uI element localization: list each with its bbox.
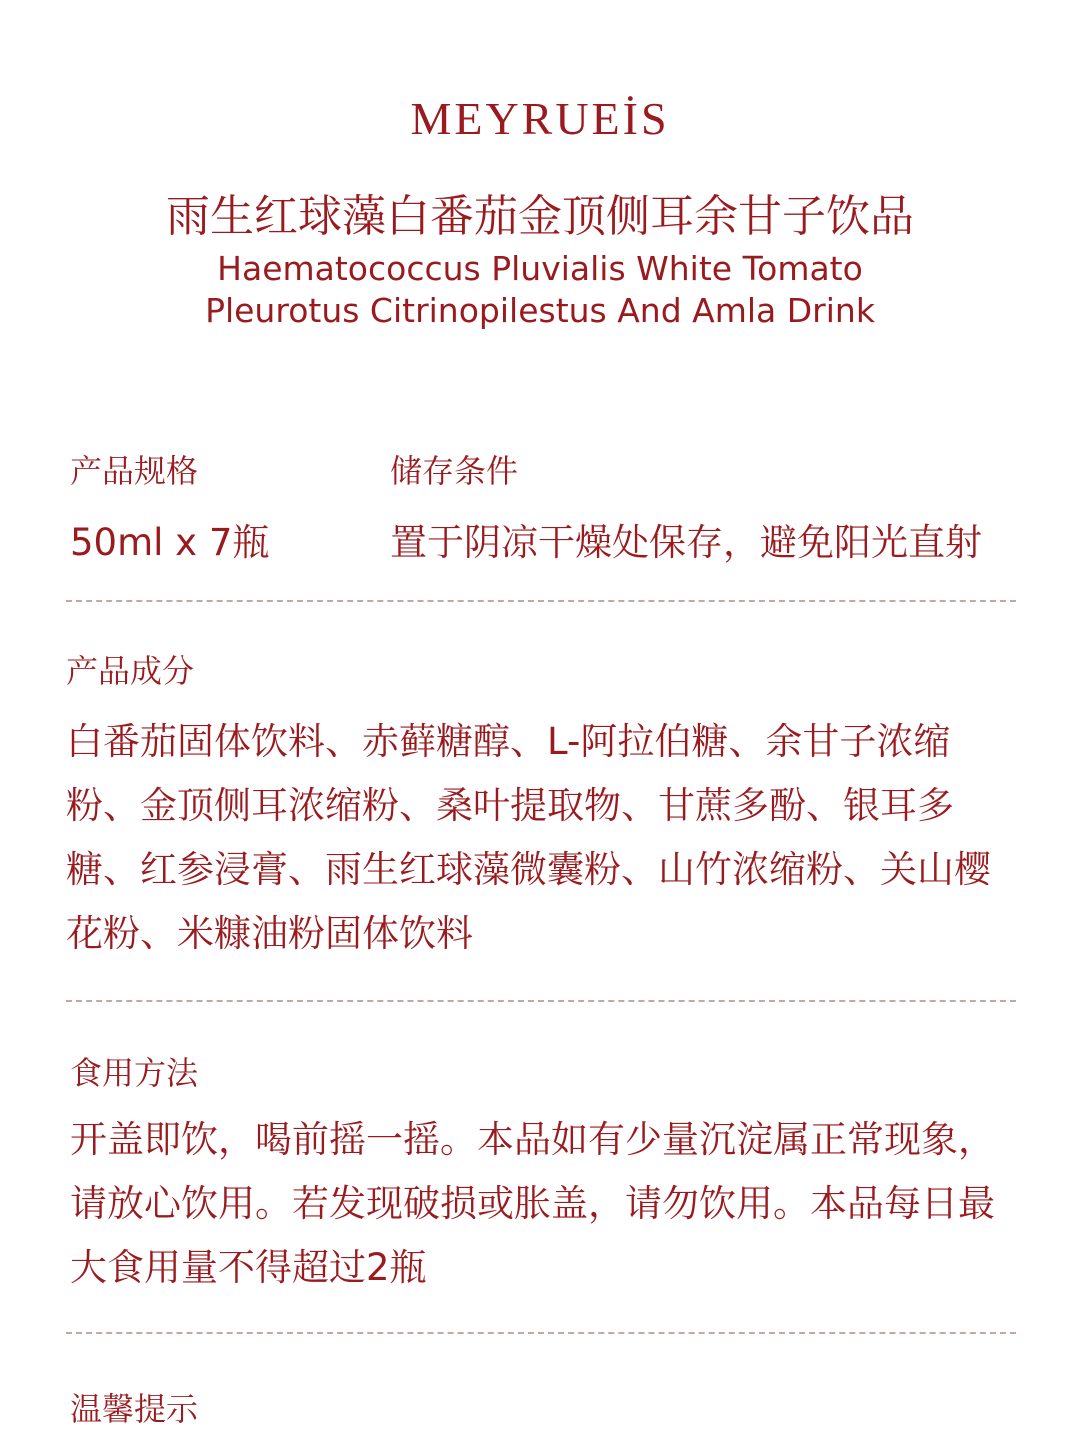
brand-logo: MEYRUEİS	[410, 93, 670, 144]
product-title-cn: 雨生红球藻白番茄金顶侧耳余甘子饮品	[166, 191, 914, 242]
usage-label: 食用方法	[70, 1054, 199, 1092]
product-title-en-line2: Pleurotus Citrinopilestus And Amla Drink	[205, 291, 875, 330]
product-title-en	[0, 248, 1080, 332]
section-divider	[66, 1332, 1016, 1334]
storage-label: 储存条件	[390, 452, 519, 490]
ingredients-label: 产品成分	[66, 652, 195, 690]
section-divider	[66, 600, 1016, 602]
storage-value: 置于阴凉干燥处保存，避免阳光直射	[390, 521, 982, 564]
tips-label: 温馨提示	[70, 1390, 199, 1428]
section-divider	[66, 1000, 1016, 1002]
usage-text: 开盖即饮，喝前摇一摇。本品如有少量沉淀属正常现象，请放心饮用。若发现破损或胀盖，请勿饮用。本品每日最大食用量不得超过2瓶	[70, 1118, 995, 1289]
spec-label: 产品规格	[70, 452, 199, 490]
product-title-en-line1: Haematococcus Pluvialis White Tomato	[217, 249, 863, 288]
spec-value: 50ml x 7瓶	[70, 521, 270, 564]
ingredients-text: 白番茄固体饮料、赤藓糖醇、L-阿拉伯糖、余甘子浓缩粉、金顶侧耳浓缩粉、桑叶提取物、甘蔗多酚、银耳多糖、红参浸膏、雨生红球藻微囊粉、山竹浓缩粉、关山樱花粉、米糠油粉固体饮料	[66, 720, 991, 955]
